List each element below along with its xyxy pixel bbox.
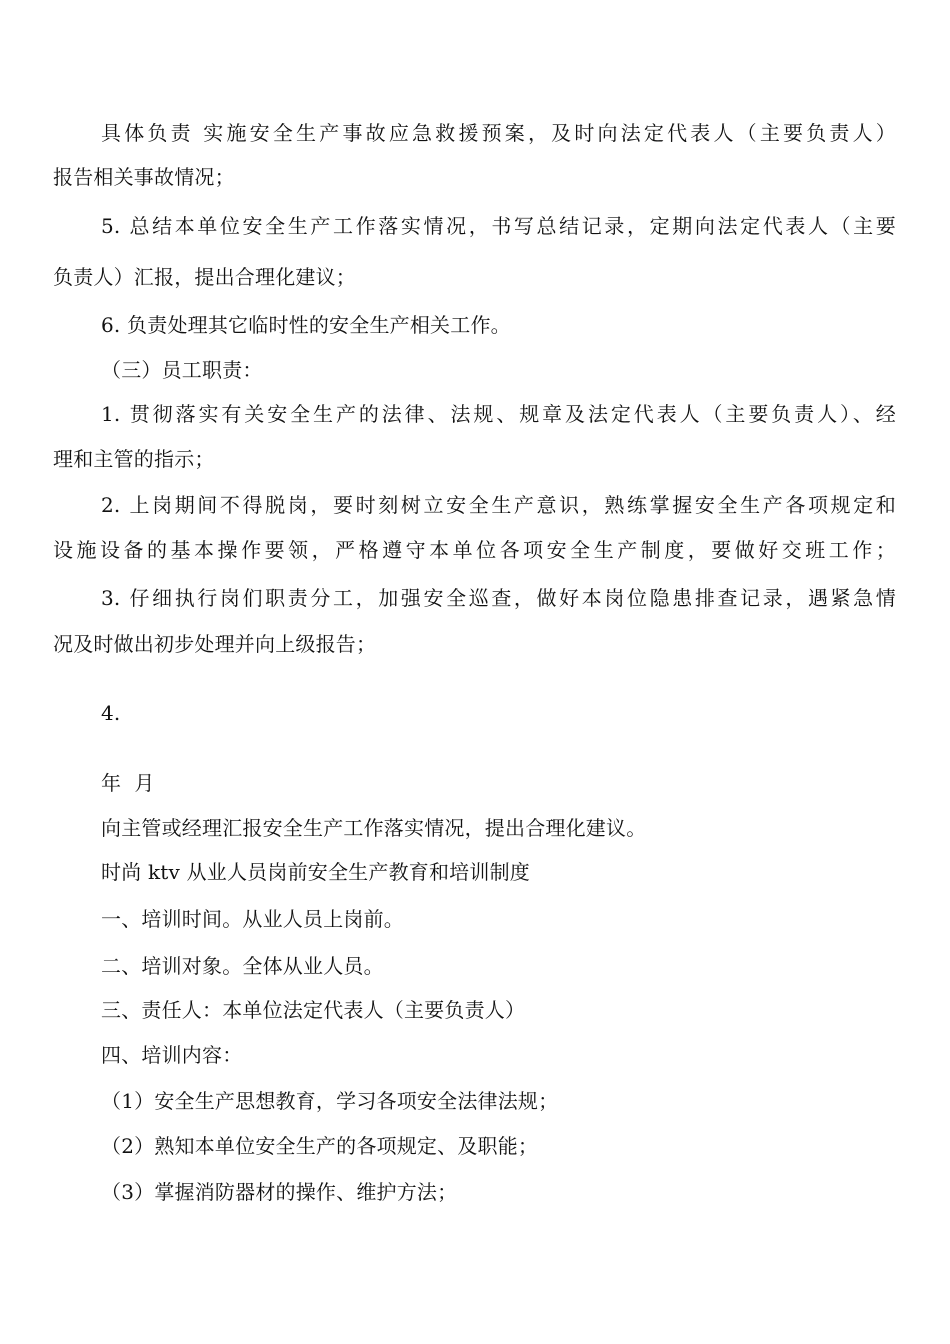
paragraph-line: 三、责任人：本单位法定代表人（主要负责人） <box>101 998 526 1022</box>
paragraph-line: 具体负责 实施安全生产事故应急救援预案，及时向法定代表人（主要负责人） <box>101 121 896 145</box>
paragraph-line: 6. 负责处理其它临时性的安全生产相关工作。 <box>101 313 511 337</box>
paragraph-line: 负责人）汇报，提出合理化建议； <box>53 265 356 289</box>
paragraph-line: 向主管或经理汇报安全生产工作落实情况，提出合理化建议。 <box>101 816 647 840</box>
list-item: （2）熟知本单位安全生产的各项规定、及职能； <box>101 1134 539 1158</box>
paragraph-line: 2. 上岗期间不得脱岗，要时刻树立安全生产意识，熟练掌握安全生产各项规定和 <box>101 493 896 517</box>
paragraph-line: 况及时做出初步处理并向上级报告； <box>53 632 377 656</box>
paragraph-line: 1. 贯彻落实有关安全生产的法律、法规、规章及法定代表人（主要负责人）、经 <box>101 402 896 426</box>
paragraph-line: 3. 仔细执行岗们职责分工，加强安全巡查，做好本岗位隐患排查记录，遇紧急情 <box>101 586 896 610</box>
list-number: 4. <box>101 701 121 725</box>
section-heading: （三）员工职责： <box>101 358 263 382</box>
paragraph-line: 理和主管的指示； <box>53 447 215 471</box>
paragraph-line: 二、培训对象。全体从业人员。 <box>101 954 384 978</box>
paragraph-line: 一、培训时间。从业人员上岗前。 <box>101 907 404 931</box>
paragraph-line: 设施设备的基本操作要领，严格遵守本单位各项安全生产制度，要做好交班工作； <box>53 538 896 562</box>
date-line: 年 月 <box>101 771 155 795</box>
paragraph-line: 5. 总结本单位安全生产工作落实情况，书写总结记录，定期向法定代表人（主要 <box>101 214 896 238</box>
paragraph-line: 四、培训内容： <box>101 1043 243 1067</box>
list-item: （3）掌握消防器材的操作、维护方法； <box>101 1180 458 1204</box>
paragraph-line: 报告相关事故情况； <box>53 165 235 189</box>
list-item: （1）安全生产思想教育，学习各项安全法律法规； <box>101 1089 559 1113</box>
document-title: 时尚 ktv 从业人员岗前安全生产教育和培训制度 <box>101 860 530 884</box>
